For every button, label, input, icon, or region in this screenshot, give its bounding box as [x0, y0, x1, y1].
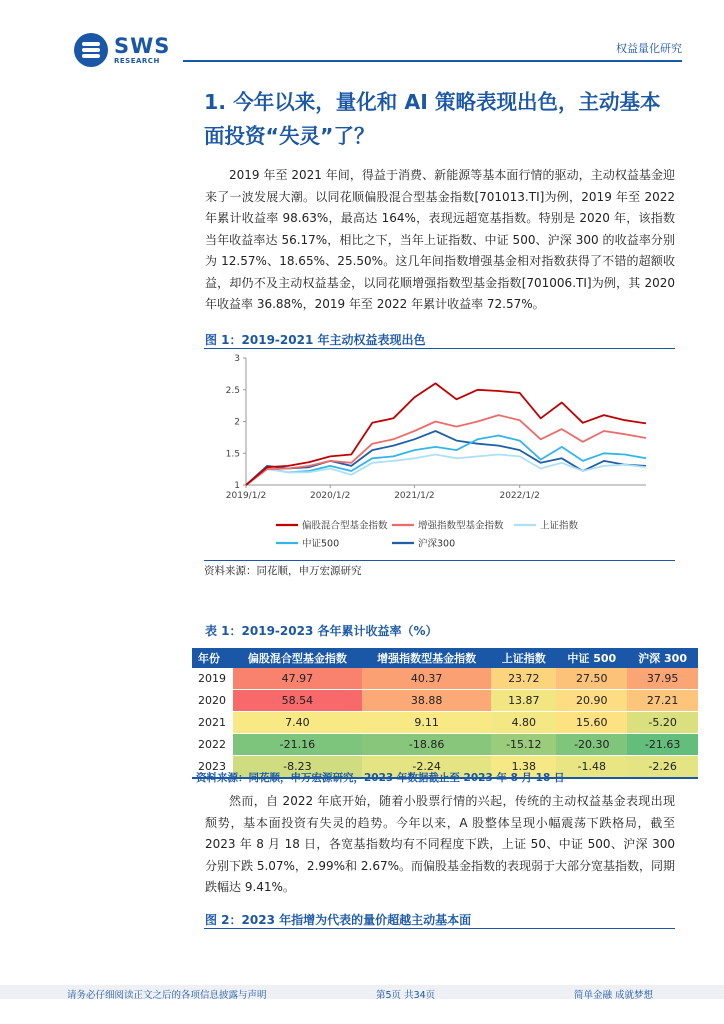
series-line	[246, 436, 646, 486]
value-cell: -2.24	[362, 756, 491, 779]
table-row	[192, 690, 698, 712]
col-header-csi300: 沪深 300	[627, 648, 698, 668]
year-cell: 2020	[192, 690, 233, 712]
logo-mark-icon	[74, 33, 108, 67]
legend-label: 增强指数型基金指数	[418, 520, 504, 532]
value-cell: 47.97	[233, 668, 362, 690]
sws-logo	[74, 33, 174, 67]
y-tick-label: 3	[234, 354, 240, 364]
value-cell: -5.20	[627, 712, 698, 734]
header-section-label: 权益量化研究	[616, 42, 682, 55]
y-tick-label: 2	[234, 417, 240, 428]
logo-subtext: RESEARCH	[114, 57, 160, 65]
y-tick-label: 2.5	[225, 385, 240, 396]
value-cell: 38.88	[362, 690, 491, 712]
table-header-row	[192, 648, 698, 668]
year-cell: 2021	[192, 712, 233, 734]
value-cell: 4.80	[491, 712, 556, 734]
col-header-csi500: 中证 500	[556, 648, 627, 668]
value-cell: 15.60	[556, 712, 627, 734]
value-cell: 27.21	[627, 690, 698, 712]
value-cell: -2.26	[627, 756, 698, 779]
paragraph-2023: 然而，自 2022 年底开始，随着小股票行情的兴起，传统的主动权益基金表现出现颓势，基本面投资有失灵的趋势。今年以来，A 股整体呈现小幅震荡下跌格局，截至 2023 年 8 月 18 日，各宽基指数均有不同程度下跌，上证 50、中证 500、沪深 300 分别下跌 5.07%，2.99%和 2.67%。而偏股基金指数的表现弱于大部分宽基指数，同期跌幅达 9.41%。	[205, 794, 675, 894]
returns-table	[192, 648, 698, 779]
legend-label: 偏股混合型基金指数	[302, 520, 388, 532]
figure1-caption: 图 1：2019-2021 年主动权益表现出色	[205, 333, 426, 347]
figure2-caption-rule	[204, 928, 675, 929]
y-tick-label: 1	[234, 481, 240, 491]
col-header-year: 年份	[192, 648, 233, 668]
value-cell: 9.11	[362, 712, 491, 734]
col-header-sse: 上证指数	[491, 648, 556, 668]
table1-source: 资料来源：同花顺，申万宏源研究，2023 年数据截止至 2023 年 8 月 18 日	[196, 772, 565, 784]
x-tick-label: 2020/1/2	[309, 491, 351, 501]
value-cell: 58.54	[233, 690, 362, 712]
legend-label: 沪深300	[418, 538, 456, 550]
figure1-source: 资料来源：同花顺，申万宏源研究	[204, 565, 362, 577]
figure1-caption-rule	[204, 348, 675, 349]
value-cell: 37.95	[627, 668, 698, 690]
x-tick-label: 2019/1/2	[225, 491, 267, 501]
logo-text: SWS	[114, 34, 171, 58]
paragraph-intro: 2019 年至 2021 年间，得益于消费、新能源等基本面行情的驱动，主动权益基金迎来了一波发展大潮。以同花顺偏股混合型基金指数[701013.TI]为例，2019 年至 2022 年累计收益率 98.63%，最高达 164%，表现远超宽基指数。特别是 2020 年，该指数当年收益率达 56.17%，相比之下，当年上证指数、中证 500、沪深 300 的收益率分别为 12.57%、18.65%、25.50%。这几年间指数增强基金相对指数获得了不错的超额收益，却仍不及主动权益基金，以同花顺增强指数型基金指数[701006.TI]为例，其 2020 年收益率 36.88%，2019 年至 2022 年累计收益率 72.57%。	[205, 168, 675, 311]
year-cell: 2019	[192, 668, 233, 690]
year-cell: 2022	[192, 734, 233, 756]
section-title: 1. 今年以来，量化和 AI 策略表现出色，主动基本面投资“失灵”了？	[204, 90, 661, 148]
value-cell: -21.16	[233, 734, 362, 756]
col-header-equity-fund: 偏股混合型基金指数	[233, 648, 362, 668]
year-cell: 2023	[192, 756, 233, 779]
y-tick-label: 1.5	[225, 449, 240, 460]
chart-lines	[246, 383, 646, 485]
table-row	[192, 712, 698, 734]
value-cell: -20.30	[556, 734, 627, 756]
figure2-caption: 图 2：2023 年指增为代表的量价超越主动基本面	[205, 913, 472, 927]
series-line	[246, 415, 646, 485]
footer-slogan: 简单金融 成就梦想	[574, 990, 654, 1001]
header-divider	[183, 60, 682, 62]
value-cell: 27.50	[556, 668, 627, 690]
value-cell: 1.38	[491, 756, 556, 779]
performance-line-chart	[204, 350, 675, 560]
legend-label: 上证指数	[540, 520, 579, 532]
value-cell: 20.90	[556, 690, 627, 712]
chart-legend	[276, 520, 579, 550]
value-cell: -8.23	[233, 756, 362, 779]
legend-label: 中证500	[302, 538, 340, 550]
chart-axes	[226, 354, 646, 501]
table-row	[192, 734, 698, 756]
value-cell: 7.40	[233, 712, 362, 734]
x-tick-label: 2021/1/2	[394, 491, 435, 501]
value-cell: -15.12	[491, 734, 556, 756]
table-row	[192, 668, 698, 690]
col-header-enhanced-fund: 增强指数型基金指数	[362, 648, 491, 668]
table1-caption: 表 1：2019-2023 各年累计收益率（%）	[205, 624, 438, 638]
footer-page-number: 第5页 共34页	[376, 990, 436, 1001]
value-cell: 23.72	[491, 668, 556, 690]
value-cell: -18.86	[362, 734, 491, 756]
value-cell: 13.87	[491, 690, 556, 712]
figure1-bottom-rule	[204, 560, 675, 561]
series-line	[246, 431, 646, 485]
value-cell: -21.63	[627, 734, 698, 756]
value-cell: 40.37	[362, 668, 491, 690]
value-cell: -1.48	[556, 756, 627, 779]
x-tick-label: 2022/1/2	[499, 491, 540, 501]
footer-disclaimer: 请务必仔细阅读正文之后的各项信息披露与声明	[67, 990, 267, 1001]
